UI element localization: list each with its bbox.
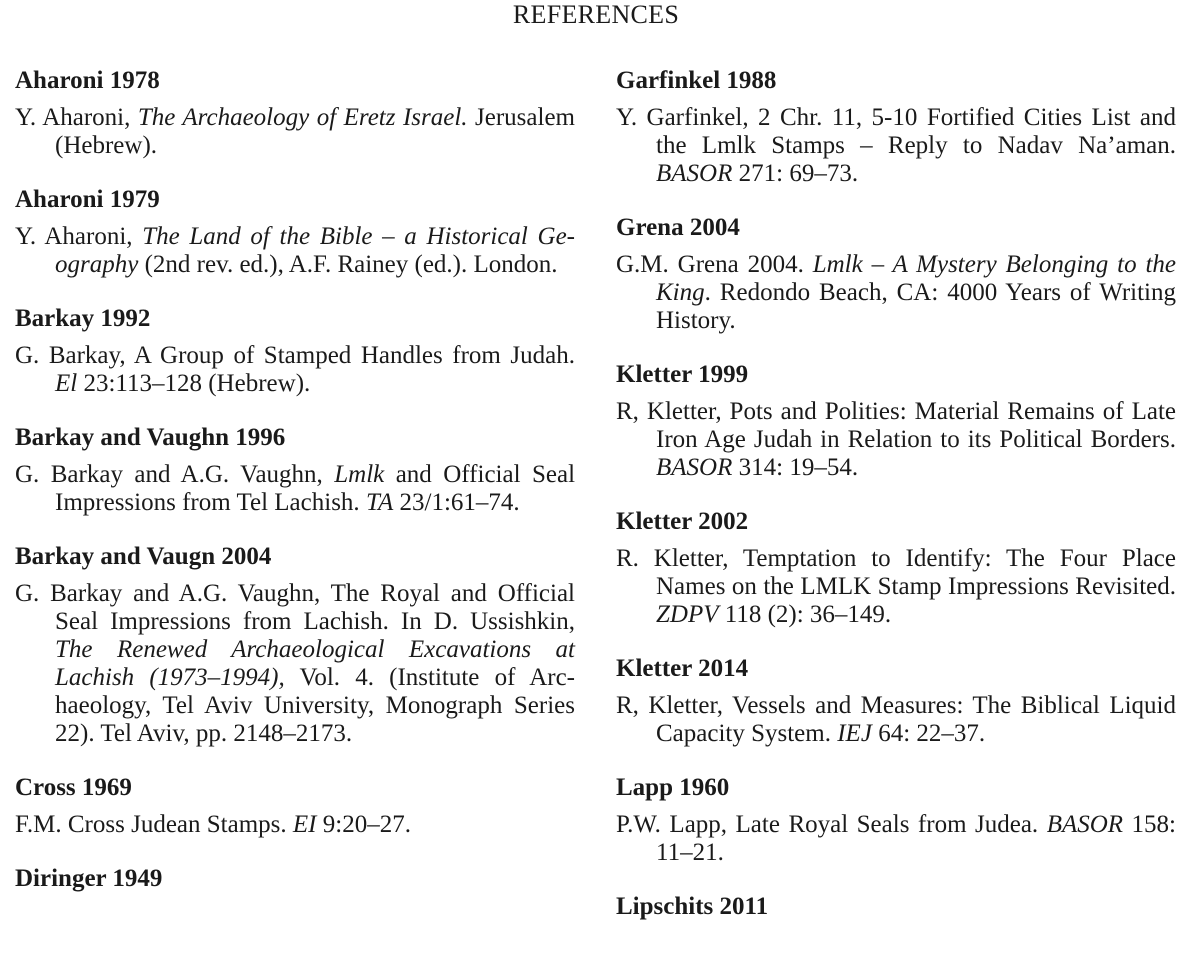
reference-heading: Kletter 2014: [616, 655, 749, 682]
reference-entry: [616, 213, 1176, 335]
reference-entry: [616, 654, 1176, 748]
citation-text: R, Kletter, Vessels and Measures: The Biblical Liquid Capacity System.: [616, 692, 1176, 747]
citation-text: Jerusalem (Hebrew).: [55, 104, 575, 159]
reference-citation-cut-off: [616, 930, 1176, 952]
citation-text: R. Kletter, Temptation to Identify: The Four Place Names on the LMLK Stamp Impressions Revisited.: [616, 545, 1176, 600]
reference-entry: [616, 507, 1176, 629]
citation-italic-text: Lmlk: [334, 461, 385, 488]
reference-entry: [616, 892, 1176, 952]
citation-text: Vol. 4. (Institute of Archaeology, Tel Aviv University, Monograph Series 22). Tel Aviv, pp. 2148–2173.: [55, 664, 575, 747]
citation-text: F.M. Cross Judean Stamps.: [15, 811, 293, 838]
reference-entry: [15, 864, 575, 893]
reference-heading: Lapp 1960: [616, 774, 730, 801]
citation-italic-text: The Land of the Bible – a Historical Geography: [55, 223, 575, 278]
references-left-column: [15, 66, 575, 918]
reference-heading: Barkay and Vaughn 1996: [15, 424, 286, 451]
reference-heading: Aharoni 1978: [15, 67, 160, 94]
reference-entry: [15, 542, 575, 748]
citation-text: P.W. Lapp, Late Royal Seals from Judea.: [616, 811, 1047, 838]
citation-text: (2nd rev. ed.), A.F. Rainey (ed.). London.: [138, 251, 558, 278]
citation-text: 23/1:61–74.: [393, 489, 520, 516]
reference-entry: [15, 185, 575, 279]
citation-text: 271: 69–73.: [732, 160, 859, 187]
reference-citation: [15, 461, 575, 517]
citation-italic-text: The Archaeology of Eretz Israel.: [137, 104, 468, 131]
citation-italic-text: EI: [292, 811, 317, 838]
reference-entry: [616, 773, 1176, 867]
reference-citation: [15, 104, 575, 160]
citation-text: Y. Aharoni,: [15, 223, 143, 250]
reference-citation: [616, 104, 1176, 188]
reference-entry: [15, 304, 575, 398]
citation-text: 9:20–27.: [316, 811, 411, 838]
reference-heading: Diringer 1949: [15, 865, 163, 892]
citation-italic-text: ZDPV: [656, 601, 719, 628]
reference-citation: [616, 811, 1176, 867]
citation-italic-text: El: [55, 370, 78, 397]
reference-citation: [616, 398, 1176, 482]
reference-citation: [616, 251, 1176, 335]
citation-text: G. Barkay, A Group of Stamped Handles from Judah.: [15, 342, 575, 369]
reference-heading: Kletter 2002: [616, 508, 749, 535]
reference-heading: Grena 2004: [616, 214, 740, 241]
reference-heading: Kletter 1999: [616, 361, 749, 388]
citation-text: and Official Seal Impressions from Tel Lachish.: [55, 461, 576, 516]
references-right-column: [616, 66, 1176, 977]
citation-italic-text: BASOR: [1046, 811, 1124, 838]
reference-citation: [15, 811, 575, 839]
citation-text: 158: 11–21.: [656, 811, 1177, 866]
citation-text: Y. Aharoni,: [15, 104, 138, 131]
citation-italic-text: IEJ: [837, 720, 872, 747]
reference-citation: [15, 223, 575, 279]
reference-entry: [15, 773, 575, 839]
reference-citation: [616, 692, 1176, 748]
reference-citation: [616, 545, 1176, 629]
citation-italic-text: BASOR: [656, 160, 733, 187]
citation-text: 118 (2): 36–149.: [718, 601, 892, 628]
citation-text: R, Kletter, Pots and Polities: Material Remains of Late Iron Age Judah in Relation to its Political Borders.: [616, 398, 1176, 453]
reference-heading: Lipschits 2011: [616, 893, 769, 920]
citation-text: G. Barkay and A.G. Vaughn, The Royal and Official Seal Impressions from Lachish. In D. Ussishkin,: [15, 580, 575, 635]
reference-entry: [15, 423, 575, 517]
citation-text: . Redondo Beach, CA: 4000 Years of Writing History.: [656, 279, 1176, 334]
page-title: REFERENCES: [512, 0, 680, 29]
reference-heading: Barkay 1992: [15, 305, 151, 332]
citation-text: 64: 22–37.: [871, 720, 986, 747]
reference-heading: Aharoni 1979: [15, 186, 160, 213]
citation-italic-text: The Renewed Archaeological Excavations at Lachish (1973–1994),: [55, 636, 575, 691]
reference-heading: Garfinkel 1988: [616, 67, 777, 94]
reference-citation: [15, 342, 575, 398]
reference-citation: [15, 580, 575, 748]
reference-heading: Cross 1969: [15, 774, 132, 801]
citation-italic-text: TA: [365, 489, 394, 516]
citation-italic-text: Lmlk – A Mystery Belonging to the King: [656, 251, 1177, 306]
reference-entry: [616, 66, 1176, 188]
citation-text: 23:113–128 (Hebrew).: [77, 370, 311, 397]
reference-heading: Barkay and Vaugn 2004: [15, 543, 272, 570]
reference-entry: [616, 360, 1176, 482]
citation-italic-text: BASOR: [656, 454, 733, 481]
citation-text: Y. Garfinkel, 2 Chr. 11, 5-10 Fortified Cities List and the Lmlk Stamps – Reply to Nadav Na’aman.: [616, 104, 1176, 159]
citation-text: G.M. Grena 2004.: [616, 251, 813, 278]
reference-entry: [15, 66, 575, 160]
citation-text: G. Barkay and A.G. Vaughn,: [15, 461, 335, 488]
citation-text: 314: 19–54.: [732, 454, 859, 481]
